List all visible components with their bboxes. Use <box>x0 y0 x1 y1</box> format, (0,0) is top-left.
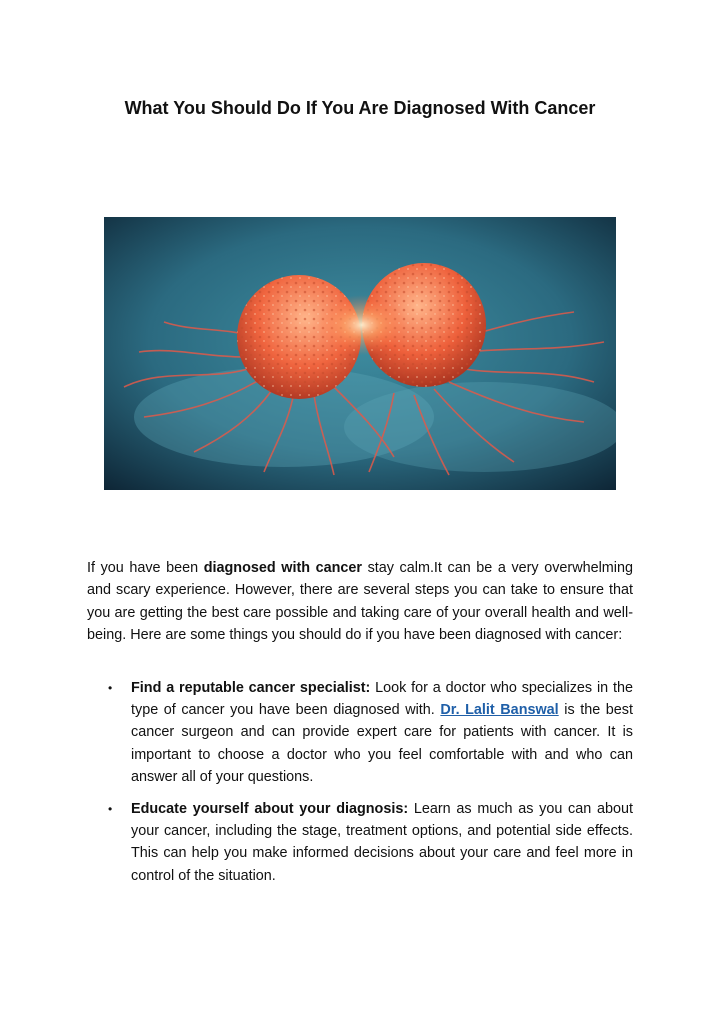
list-item-text-continued: is the best cancer surgeon and can provide expert care for patients with cancer. It is important to choose a doctor who you feel comfortable with and who can answer all of your questions. <box>131 702 633 785</box>
list-item <box>87 798 633 887</box>
doctor-link[interactable]: Dr. Lalit Banswal <box>440 702 559 719</box>
list-item-heading: Educate yourself about your diagnosis: <box>131 801 409 818</box>
intro-text-rest: stay calm.It can be a very overwhelming and scary experience. However, there are several steps you can take to ensure that you are getting the best care possible and taking care of your overall health and well-being. Here are some things you should do if you have been diagnosed with cancer: <box>87 560 633 644</box>
steps-list <box>87 677 633 897</box>
cancer-cells-image <box>104 217 616 490</box>
intro-bold-phrase: diagnosed with cancer <box>203 560 363 576</box>
page-title: What You Should Do If You Are Diagnosed With Cancer <box>124 98 596 118</box>
list-item-text: Learn as much as you can about your cancer, including the stage, treatment options, and potential side effects. This can help you make informed decisions about your care and feel more in control of the situation. <box>131 801 633 884</box>
list-item <box>87 677 633 788</box>
intro-text-start: If you have been <box>87 560 204 576</box>
bullet-icon: • <box>108 802 113 817</box>
list-item-text: Look for a doctor who specializes in the type of cancer you have been diagnosed with. <box>131 680 633 719</box>
bullet-icon: • <box>108 681 113 695</box>
intro-paragraph <box>87 557 633 647</box>
list-item-heading: Find a reputable cancer specialist: <box>131 680 371 696</box>
